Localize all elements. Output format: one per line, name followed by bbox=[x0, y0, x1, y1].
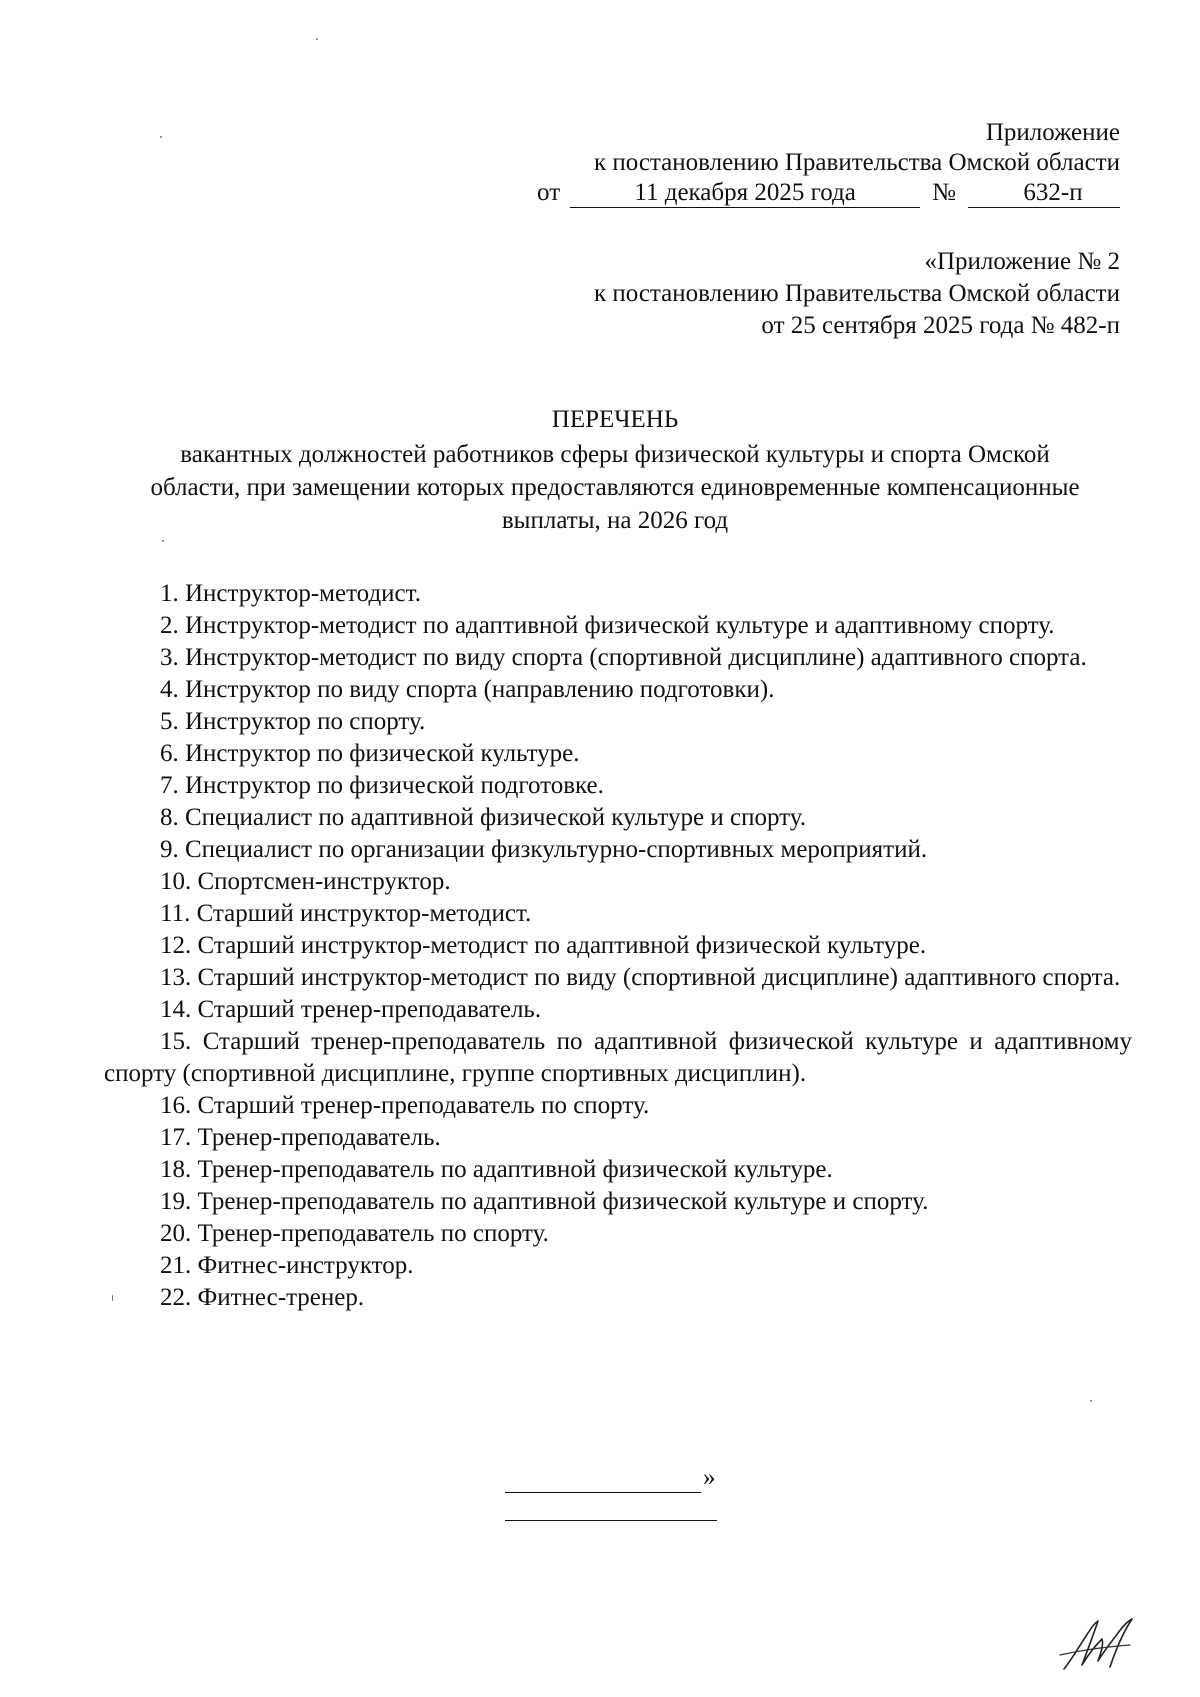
list-item: 5. Инструктор по спорту. bbox=[160, 708, 426, 735]
closing-quote: » bbox=[703, 1464, 716, 1491]
decree-date-field bbox=[570, 179, 920, 208]
scan-speck bbox=[1090, 1400, 1092, 1402]
scan-speck bbox=[112, 1295, 113, 1301]
number-sign: № bbox=[932, 179, 956, 206]
previous-appendix-label: «Приложение № 2 bbox=[924, 248, 1120, 275]
decree-date: 11 декабря 2025 года bbox=[634, 179, 856, 206]
list-item: 16. Старший тренер-преподаватель по спорту. bbox=[160, 1092, 650, 1119]
closing-lines bbox=[505, 1463, 725, 1521]
list-item: 3. Инструктор-методист по виду спорта (спортивной дисциплине) адаптивного спорта. bbox=[160, 644, 1087, 671]
list-item: 17. Тренер-преподаватель. bbox=[160, 1124, 441, 1151]
list-item: 8. Специалист по адаптивной физической культуре и спорту. bbox=[160, 804, 806, 831]
list-item: 1. Инструктор-методист. bbox=[160, 580, 421, 607]
appendix-header bbox=[500, 118, 1120, 212]
previous-decree-reference: к постановлению Правительства Омской области bbox=[593, 280, 1120, 307]
list-item: 14. Старший тренер-преподаватель. bbox=[160, 996, 542, 1023]
list-item: 13. Старший инструктор-методист по виду (спортивной дисциплине) адаптивного спорта. bbox=[160, 964, 1121, 991]
scan-speck bbox=[316, 38, 318, 40]
decree-date-number-line bbox=[500, 178, 1120, 212]
positions-list bbox=[104, 578, 1132, 1314]
decree-number-field bbox=[968, 179, 1120, 208]
list-item: 22. Фитнес-тренер. bbox=[160, 1284, 365, 1311]
closing-underline bbox=[505, 1468, 701, 1493]
list-item: 15. Старший тренер-преподаватель по адаптивной физической культуре и адаптивному спорту (спортивной дисциплине, группе спортивных дисциплин). bbox=[104, 1028, 1132, 1087]
document-title-block bbox=[100, 405, 1130, 537]
signature-icon bbox=[1058, 1615, 1138, 1675]
scan-speck bbox=[162, 540, 164, 542]
appendix-label: Приложение bbox=[985, 119, 1120, 146]
closing-line-with-quote bbox=[505, 1463, 725, 1493]
document-title: ПЕРЕЧЕНЬ bbox=[551, 406, 679, 433]
list-item: 20. Тренер-преподаватель по спорту. bbox=[160, 1220, 549, 1247]
list-item: 7. Инструктор по физической подготовке. bbox=[160, 772, 604, 799]
scan-speck bbox=[160, 136, 162, 138]
list-item: 19. Тренер-преподаватель по адаптивной физической культуре и спорту. bbox=[160, 1188, 929, 1215]
list-item: 11. Старший инструктор-методист. bbox=[160, 900, 532, 927]
list-item: 18. Тренер-преподаватель по адаптивной физической культуре. bbox=[160, 1156, 833, 1183]
end-underline bbox=[505, 1520, 717, 1521]
list-item: 9. Специалист по организации физкультурно-спортивных мероприятий. bbox=[160, 836, 928, 863]
previous-appendix-header bbox=[480, 247, 1120, 343]
list-item: 10. Спортсмен-инструктор. bbox=[160, 868, 451, 895]
list-item: 12. Старший инструктор-методист по адаптивной физической культуре. bbox=[160, 932, 927, 959]
list-item: 21. Фитнес-инструктор. bbox=[160, 1252, 414, 1279]
list-item: 6. Инструктор по физической культуре. bbox=[160, 740, 580, 767]
decree-number: 632-п bbox=[1023, 179, 1083, 206]
from-prefix: от bbox=[537, 179, 561, 206]
decree-reference: к постановлению Правительства Омской области bbox=[593, 149, 1120, 176]
document-subtitle: вакантных должностей работников сферы физической культуры и спорта Омской области, при замещении которых предоставляются единовременные компенсационные выплаты, на 2026 год bbox=[150, 441, 1080, 534]
previous-decree-date: от 25 сентября 2025 года № 482-п bbox=[761, 312, 1120, 339]
list-item: 2. Инструктор-методист по адаптивной физической культуре и адаптивному спорту. bbox=[160, 612, 1055, 639]
list-item: 4. Инструктор по виду спорта (направлению подготовки). bbox=[160, 676, 775, 703]
